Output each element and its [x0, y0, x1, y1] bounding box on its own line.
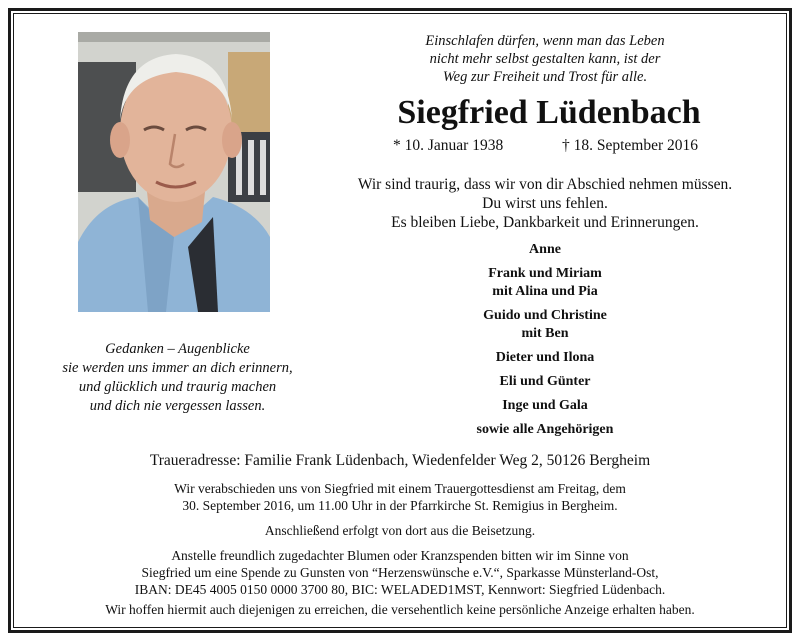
mourner-name: Guido und Christine [483, 308, 607, 323]
birth-date: * 10. Januar 1938 [393, 137, 504, 154]
mourner-group [400, 241, 690, 259]
mourner-name: Dieter und Ilona [495, 350, 595, 365]
deceased-name: Siegfried Lüdenbach [397, 94, 701, 131]
service-line: Wir verabschieden uns von Siegfried mit einem Trauergottesdienst am Freitag, dem [174, 481, 626, 496]
farewell-line: Du wirst uns fehlen. [482, 195, 608, 212]
mourner-name: Inge und Gala [502, 398, 588, 413]
mourner-name: mit Ben [521, 326, 569, 341]
donation-line: Siegfried um eine Spende zu Gunsten von “Herzenswünsche e.V.“, Sparkasse Münsterland-Ost, [141, 565, 659, 580]
farewell-message [330, 175, 760, 232]
thoughts-line: und dich nie vergessen lassen. [89, 398, 266, 414]
donation-line: Anstelle freundlich zugedachter Blumen oder Kranzspenden bitten wir im Sinne von [171, 548, 629, 563]
mourner-name: Anne [529, 242, 561, 257]
mourner-group [400, 421, 690, 439]
mourners-list [400, 241, 690, 445]
service-info [20, 480, 780, 514]
death-date: † 18. September 2016 [562, 137, 699, 154]
mourning-address: Traueradresse: Familie Frank Lüdenbach, Wiedenfelder Weg 2, 50126 Bergheim [149, 452, 651, 469]
donation-line: IBAN: DE45 4005 0150 0000 3700 80, BIC: WELADED1MST, Kennwort: Siegfried Lüdenbach. [134, 582, 666, 597]
closing-note: Wir hoffen hiermit auch diejenigen zu erreichen, die versehentlich keine persönliche Anzeige erhalten haben. [105, 602, 695, 617]
portrait-photo [78, 32, 270, 312]
mourner-group [400, 349, 690, 367]
mourner-name: mit Alina und Pia [492, 284, 598, 299]
mourner-name: sowie alle Angehörigen [476, 422, 614, 437]
poem-line: Einschlafen dürfen, wenn man das Leben [425, 33, 665, 49]
mourner-group [400, 397, 690, 415]
poem-line: nicht mehr selbst gestalten kann, ist der [429, 51, 661, 67]
mourner-group [400, 265, 690, 301]
mourner-name: Eli und Günter [499, 374, 591, 389]
donation-info [20, 547, 780, 598]
farewell-line: Es bleiben Liebe, Dankbarkeit und Erinnerungen. [391, 214, 699, 231]
service-line: 30. September 2016, um 11.00 Uhr in der Pfarrkirche St. Remigius in Bergheim. [182, 498, 618, 513]
thoughts-line: und glücklich und traurig machen [78, 379, 277, 395]
mourner-name: Frank und Miriam [488, 266, 602, 281]
burial-info: Anschließend erfolgt von dort aus die Beisetzung. [264, 523, 536, 538]
mourner-group [400, 373, 690, 391]
farewell-line: Wir sind traurig, dass wir von dir Abschied nehmen müssen. [357, 176, 733, 193]
thoughts-verse [40, 340, 315, 416]
thoughts-line: sie werden uns immer an dich erinnern, [62, 360, 293, 376]
thoughts-line: Gedanken – Augenblicke [105, 341, 250, 357]
poem-line: Weg zur Freiheit und Trost für alle. [442, 69, 648, 85]
mourner-group [400, 307, 690, 343]
poem-quote [400, 32, 690, 86]
